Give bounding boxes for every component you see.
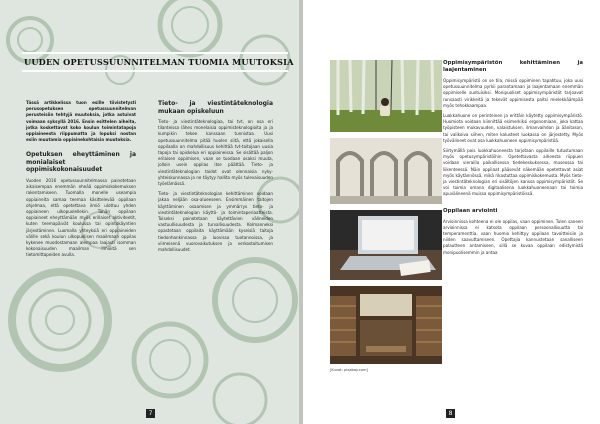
section-heading-tvt: Tieto- ja viestintäteknologia mukaan opiskeluun xyxy=(158,100,273,115)
left-column-1 xyxy=(26,100,136,263)
section-text-eheyttaminen: Vuoden 2016 opetussuunnitelmassa painotetaan aikaisempaa enemmän eheää oppimiskokemuksen rakentamiseen. Tuomalla monelle useampia oppiaineita samaa teemaa käsittelevää oppilaan ohjelmaa, että opetettava ilmiö ulottuu yhden oppiaineen ulkopuolellekin. Tähän oppilaan oppiaineet eheyttämään myös erillaiset aktiviteetit, kuten teemapäivät koulussa tai opintokäyntien järjestäminen. Luomalla yhteyksiä eri oppiaineiden välille sekä koulun ulkopuolisen maailmaan oppilas kykenee muodostamaan alempaa laajasti isomman kokonaisuuden maailman ilmiöitä sen tietomittapeiden avulla. xyxy=(26,177,136,258)
article-title: UUDEN OPETUSSUUNNITELMAN TUOMIA MUUTOKSIA xyxy=(24,57,294,67)
section-text-oppimisymparisto-2: Luokkahuone on perinteinen ja erittäin käytetty oppimisympäristö. Huomiota voidaan kiinnittää esimerkiksi ergonomiaan, joka kattaa työpisteen mukavuuden, valaistuksen, ilmanvaihdon ja äänitason, tai valikoiva siihen, miten kalusteet luokassa on järjestetty. Myös työvälineet ovat osa luokkahuoneen oppimisympäristöä. xyxy=(443,113,583,143)
section-heading-oppimisymparisto: Oppimisympäristön kehittäminen ja laajentaminen xyxy=(443,60,583,73)
forest-photo xyxy=(330,60,442,132)
left-page xyxy=(0,0,299,424)
left-column-2 xyxy=(158,100,273,257)
archway-photo xyxy=(330,138,442,204)
section-text-arviointi: Arvioinnissa kohteena ei ole oppilas, vaan oppiminen. Tulen saneen arvioinnissa ei katsota oppilaan persoonallisuutta tai temperamenttia, vaan huomio kehittyy oppilaan tavoitteisiin ja niiden saavuttamiseen. Opettajia kannustetaan sanalliseen palautteen antamiseen, sillä se kuvaa oppilaan edistymistä monipuolisemmin ja antaa xyxy=(443,218,583,255)
article-title-banner xyxy=(22,52,294,72)
section-heading-arviointi: Oppilaan arviointi xyxy=(443,207,498,214)
page-number-left: 7 xyxy=(146,409,155,418)
section-text-tvt-2: Tieto- ja viestintäteknologian kehittäminen voidaan jakaa neljään osa-alueeseen. Ensimmäinen taitojen käyttäminen osaamisen ja ymmärrys tieto- ja viestintäteknologian käyttö- ja toimintaperiaatteista. Toiseksi painotetaan käytettävien välineiden vastuullisuudesta ja turvallisuudesta. Kolmanneksi opastetaan oppilaita käyttämään kyseisiä taitoja tiedonhankinnassa ja luovissa tuotannoissa, ja viimeisenä vuorovaikutuksen ja verkostoitumisen mahdollisuudet. xyxy=(158,191,273,253)
page-number-right: 8 xyxy=(446,409,455,418)
intro-paragraph: Tässä artikkelissa tuon esille tiivistetysti perusopetuksen opetussuunnitelman perusteisiin tehtyjä muutoksia, jotka astuivat voimaan syksyllä 2016. Ensin esittelen aiheita, jotka koskettavat koko koulun toimintatapoja oppiaineesta riippumatta ja lopuksi nostan esiin muutamia oppiainekohtaisia muutoksia. xyxy=(26,100,136,143)
library-photo xyxy=(330,286,442,364)
section-heading-eheyttaminen: Opetuksen eheyttäminen ja monialaiset oppimiskokonaisuudet xyxy=(26,151,136,174)
right-page xyxy=(303,0,600,424)
section-text-tvt-1: Tieto- ja viestintäteknologiaa, tai tvt, on osa eri tilanteissa lähes monelaisia oppimisteknologioita ja ja kumpikin tekee kanssaan tunnistaa. Uusi opetussuunnitelma pitää huolen siitä, että jokaisella oppilaalla on mahdollisuus kehittää tvt-taitojaan uusia tapoja tai opiskelua eri oppiaineissa. Se sisältää paljon erilaisen oppimisen, vaan se tuodaan osaksi muuta, jolloin usein oppilas itse päättää. Tieto- ja viestintäteknologian taidot ovat olennaisia nyky-yhteiskunnassa ja ne täytyy hallita myös tulevaisuuden työelämässä. xyxy=(158,119,273,187)
section-text-oppimisymparisto-1: Oppimisympäristö on se tila, missä oppiminen tapahtuu, joka uusi opetussuunnitelma pyrkii parantamaan ja laajentamaan enemmän oppimiselle suotuisiksi. Monipuoliset oppimisympäristöt tarjoavat runsaasti virikkeitä ja tekevät oppimisesta paitsi mielekkäämpää myös tehokkaampaa. xyxy=(443,78,583,108)
photo-credit: [Kuvat: pixabay.com] xyxy=(330,368,368,372)
section-text-oppimisymparisto-3: Siirtymällä pois luokkahuoneesta tarjotaan oppilaille tutustumaan myös opetusympäristöihin. Opetettavasta aiheesta riippuen voidaan vierailla paikallisessa tiedekeskuksessa, museossa tai liikenteessä. Näin oppilaat pääsevät näkemään opetettavat asiat myös käytännössä, mikä rikastuttaa oppimiskokemusta. Myös tieto- ja viestintäteknologian eri sisältöjen kanssa oppimisympäristöt. Se voi toimia omana digitaalisena luokkahuoneenaan tai toimia apuvälineenä muissa oppimisympäristöissä. xyxy=(443,148,583,197)
right-column xyxy=(443,60,583,260)
laptop-photo xyxy=(330,210,442,280)
